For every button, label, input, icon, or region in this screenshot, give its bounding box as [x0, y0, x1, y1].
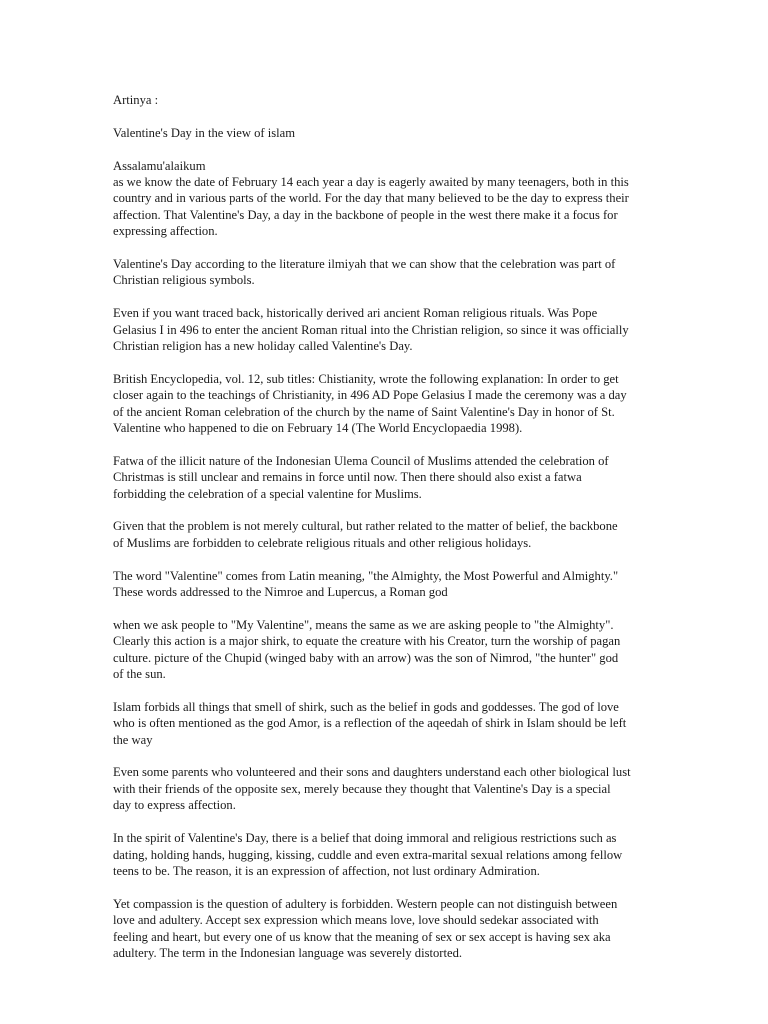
text-line: of the ancient Roman celebration of the church by the name of Saint Valentine's Day in honor of St. — [113, 404, 615, 419]
text-line: Christmas is still unclear and remains in force until now. Then there should also exist a fatwa — [113, 470, 582, 485]
text-line: adultery. The term in the Indonesian language was severely distorted. — [113, 945, 463, 960]
text-line: Artinya : — [113, 93, 159, 107]
paragraph — [113, 699, 658, 748]
paragraph — [113, 896, 658, 962]
text-line: Clearly this action is a major shirk, to equate the creature with his Creator, turn the worship of pagan — [113, 634, 621, 649]
text-line: Christian religion has a new holiday called Valentine's Day. — [113, 339, 413, 354]
paragraph — [113, 125, 658, 141]
text-line: country and in various parts of the world. For the day that many believed to be the day to express their — [113, 191, 629, 206]
text-line: The word "Valentine" comes from Latin meaning, "the Almighty, the Most Powerful and Almighty." — [113, 568, 619, 583]
text-line: as we know the date of February 14 each year a day is eagerly awaited by many teenagers, both in this — [113, 175, 629, 189]
text-line: Fatwa of the illicit nature of the Indonesian Ulema Council of Muslims attended the celebration of — [113, 453, 609, 468]
text-line: Valentine who happened to die on February 14 (The World Encyclopaedia 1998). — [113, 421, 523, 436]
text-line: the way — [113, 732, 153, 747]
text-line: dating, holding hands, hugging, kissing, cuddle and even extra-marital sexual relations among fellow — [113, 847, 623, 862]
text-line: teens to be. The reason, it is an expression of affection, not lust ordinary Admiration. — [113, 863, 540, 878]
paragraph — [113, 453, 658, 502]
text-line: Given that the problem is not merely cultural, but rather related to the matter of belief, the backbone — [113, 519, 618, 534]
text-line: Islam forbids all things that smell of shirk, such as the belief in gods and goddesses. The god of love — [113, 699, 619, 714]
paragraph — [113, 305, 658, 354]
text-line: culture. picture of the Chupid (winged baby with an arrow) was the son of Nimrod, "the hunter" god — [113, 650, 619, 665]
paragraph — [113, 518, 658, 551]
text-line: day to express affection. — [113, 798, 236, 813]
text-line: Assalamu'alaikum — [113, 158, 206, 173]
text-line: Valentine's Day in the view of islam — [113, 125, 296, 140]
text-line: who is often mentioned as the god Amor, is a reflection of the aqeedah of shirk in Islam should be left — [113, 716, 627, 731]
text-line: Even if you want traced back, historically derived ari ancient Roman religious rituals. Was Pope — [113, 306, 598, 321]
text-line: when we ask people to "My Valentine", means the same as we are asking people to "the Almighty". — [113, 617, 614, 632]
text-line: Valentine's Day according to the literature ilmiyah that we can show that the celebration was part of — [113, 257, 616, 272]
text-line: In the spirit of Valentine's Day, there is a belief that doing immoral and religious restrictions such as — [113, 831, 617, 846]
paragraph — [113, 617, 658, 683]
paragraph — [113, 158, 658, 240]
document-body — [113, 92, 658, 978]
text-line: affection. That Valentine's Day, a day in the backbone of people in the west there make it a focus for — [113, 207, 618, 222]
text-line: Gelasius I in 496 to enter the ancient Roman ritual into the Christian religion, so since it was officially — [113, 322, 629, 337]
text-line: Christian religious symbols. — [113, 273, 255, 288]
text-line: expressing affection. — [113, 224, 218, 239]
text-line: closer again to the teachings of Christianity, in 496 AD Pope Gelasius I made the ceremony was a day — [113, 388, 627, 403]
text-line: feeling and heart, but every one of us know that the meaning of sex or sex accept is having sex aka — [113, 929, 611, 944]
paragraph — [113, 830, 658, 879]
text-line: of the sun. — [113, 667, 166, 682]
text-line: Even some parents who volunteered and their sons and daughters understand each other biological lust — [113, 765, 631, 780]
paragraph — [113, 371, 658, 437]
paragraph — [113, 568, 658, 601]
text-line: with their friends of the opposite sex, merely because they thought that Valentine's Day is a special — [113, 781, 611, 796]
text-line: forbidding the celebration of a special valentine for Muslims. — [113, 486, 422, 501]
paragraph — [113, 92, 658, 108]
text-line: of Muslims are forbidden to celebrate religious rituals and other religious holidays. — [113, 535, 532, 550]
paragraph — [113, 256, 658, 289]
paragraph — [113, 764, 658, 813]
text-line: Yet compassion is the question of adultery is forbidden. Western people can not distinguish between — [113, 896, 618, 911]
text-line: love and adultery. Accept sex expression which means love, love should sedekar associated with — [113, 913, 599, 928]
text-line: These words addressed to the Nimroe and Lupercus, a Roman god — [113, 585, 448, 600]
text-line: British Encyclopedia, vol. 12, sub titles: Chistianity, wrote the following explanation: In order to get — [113, 371, 619, 386]
